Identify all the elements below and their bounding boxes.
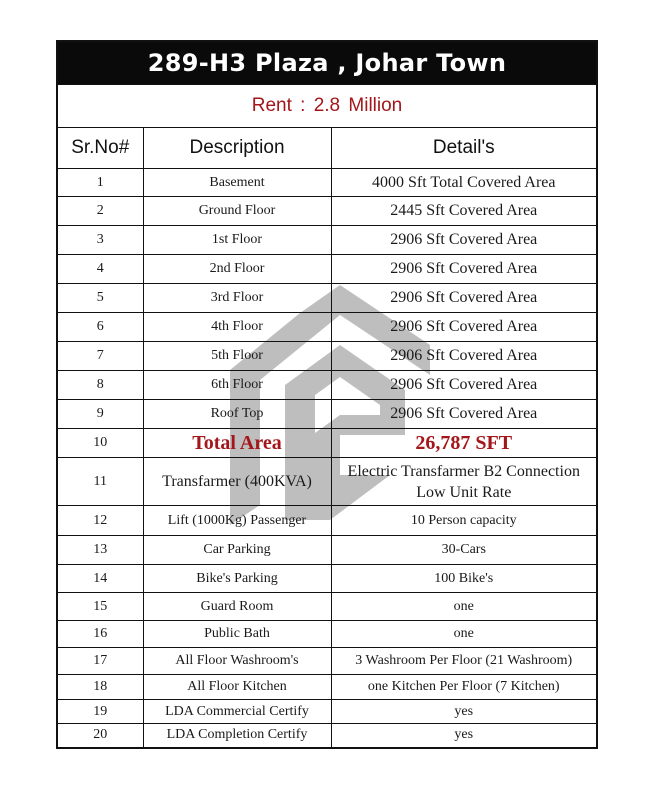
table-row — [58, 675, 596, 700]
row-description: Guard Room — [143, 593, 331, 621]
row-description: 5th Floor — [143, 342, 331, 371]
row-sr: 11 — [58, 458, 143, 506]
row-detail — [331, 458, 596, 506]
row-description: 4th Floor — [143, 313, 331, 342]
row-description: 6th Floor — [143, 371, 331, 400]
row-description: 1st Floor — [143, 226, 331, 255]
table-row — [58, 400, 596, 429]
row-detail: 100 Bike's — [331, 565, 596, 593]
details-table — [58, 127, 596, 747]
total-area-value: 26,787 SFT — [331, 429, 596, 458]
row-sr: 5 — [58, 284, 143, 313]
table-row — [58, 565, 596, 593]
row-detail: one Kitchen Per Floor (7 Kitchen) — [331, 675, 596, 700]
row-detail: 2906 Sft Covered Area — [331, 255, 596, 284]
row-detail: 2906 Sft Covered Area — [331, 284, 596, 313]
row-sr: 12 — [58, 506, 143, 536]
header-sr-no: Sr.No# — [58, 128, 143, 169]
row-detail-line: Electric Transfarmer B2 Connection — [347, 462, 580, 480]
row-sr: 9 — [58, 400, 143, 429]
row-detail: 3 Washroom Per Floor (21 Washroom) — [331, 648, 596, 675]
row-description: Ground Floor — [143, 197, 331, 226]
row-sr: 1 — [58, 169, 143, 197]
table-row — [58, 700, 596, 724]
table-row — [58, 593, 596, 621]
row-detail: 4000 Sft Total Covered Area — [331, 169, 596, 197]
table-row — [58, 313, 596, 342]
row-sr: 17 — [58, 648, 143, 675]
table-row — [58, 226, 596, 255]
table-row — [58, 342, 596, 371]
row-detail: 2906 Sft Covered Area — [331, 226, 596, 255]
row-description: All Floor Kitchen — [143, 675, 331, 700]
row-sr: 7 — [58, 342, 143, 371]
row-sr: 10 — [58, 429, 143, 458]
table-row — [58, 284, 596, 313]
header-description: Description — [143, 128, 331, 169]
row-sr: 18 — [58, 675, 143, 700]
row-description: LDA Commercial Certify — [143, 700, 331, 724]
table-row — [58, 506, 596, 536]
row-detail: one — [331, 621, 596, 648]
row-sr: 16 — [58, 621, 143, 648]
row-description: Transfarmer (400KVA) — [143, 458, 331, 506]
header-details: Detail's — [331, 128, 596, 169]
row-detail: one — [331, 593, 596, 621]
table-header-row — [58, 128, 596, 169]
table-row — [58, 371, 596, 400]
total-area-label: Total Area — [143, 429, 331, 458]
row-sr: 4 — [58, 255, 143, 284]
row-description: Car Parking — [143, 536, 331, 565]
row-sr: 8 — [58, 371, 143, 400]
row-description: 3rd Floor — [143, 284, 331, 313]
table-row — [58, 197, 596, 226]
row-detail: 2906 Sft Covered Area — [331, 342, 596, 371]
row-sr: 13 — [58, 536, 143, 565]
row-sr: 15 — [58, 593, 143, 621]
row-sr: 20 — [58, 724, 143, 747]
row-description: All Floor Washroom's — [143, 648, 331, 675]
row-detail: 2445 Sft Covered Area — [331, 197, 596, 226]
listing-sheet — [56, 40, 598, 749]
rent-price: Rent : 2.8 Million — [58, 84, 596, 127]
row-description: Bike's Parking — [143, 565, 331, 593]
row-detail-line: Low Unit Rate — [416, 483, 512, 501]
row-sr: 6 — [58, 313, 143, 342]
row-detail: 10 Person capacity — [331, 506, 596, 536]
row-detail: yes — [331, 724, 596, 747]
listing-title: 289-H3 Plaza , Johar Town — [58, 42, 596, 84]
table-row — [58, 255, 596, 284]
row-description: 2nd Floor — [143, 255, 331, 284]
row-detail: 2906 Sft Covered Area — [331, 371, 596, 400]
row-sr: 3 — [58, 226, 143, 255]
row-detail: 30-Cars — [331, 536, 596, 565]
table-row — [58, 536, 596, 565]
table-row — [58, 648, 596, 675]
row-detail: 2906 Sft Covered Area — [331, 313, 596, 342]
table-row — [58, 724, 596, 747]
row-sr: 19 — [58, 700, 143, 724]
table-row — [58, 458, 596, 506]
row-detail: 2906 Sft Covered Area — [331, 400, 596, 429]
table-row — [58, 169, 596, 197]
row-sr: 2 — [58, 197, 143, 226]
row-detail: yes — [331, 700, 596, 724]
row-description: Public Bath — [143, 621, 331, 648]
table-row — [58, 621, 596, 648]
row-description: LDA Completion Certify — [143, 724, 331, 747]
row-sr: 14 — [58, 565, 143, 593]
row-description: Roof Top — [143, 400, 331, 429]
total-area-row — [58, 429, 596, 458]
row-description: Lift (1000Kg) Passenger — [143, 506, 331, 536]
row-description: Basement — [143, 169, 331, 197]
